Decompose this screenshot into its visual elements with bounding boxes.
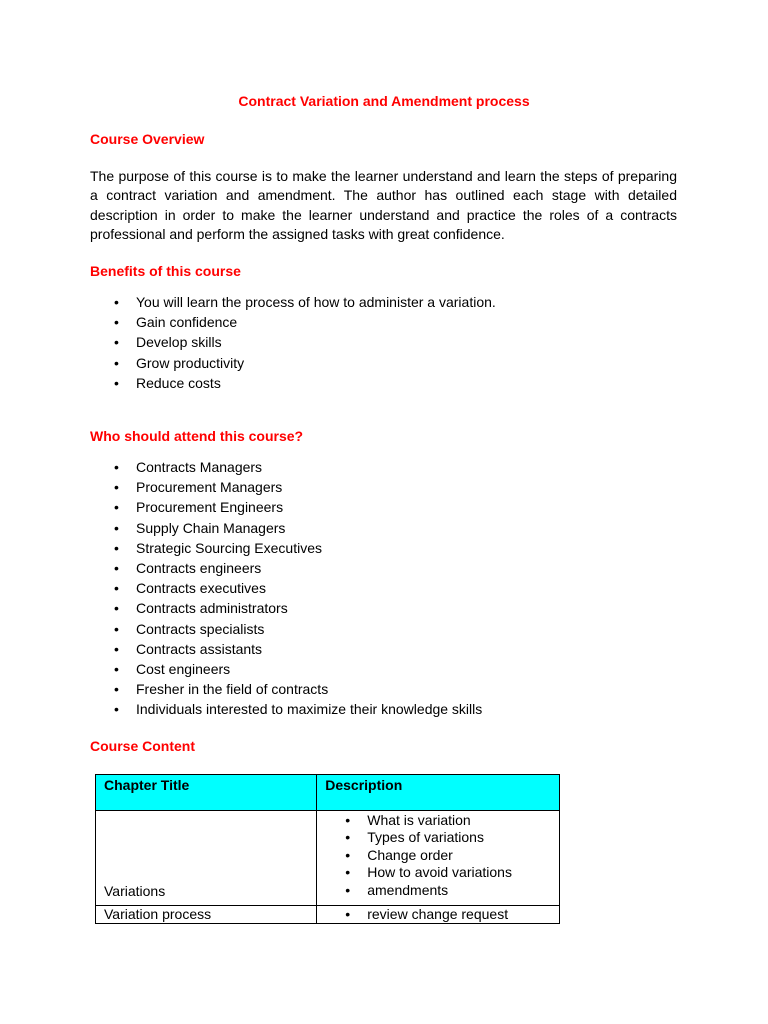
list-item: • Procurement Engineers [0, 497, 482, 517]
benefits-list [0, 292, 496, 393]
course-content-table [95, 774, 560, 924]
list-item: • Fresher in the field of contracts [0, 679, 482, 699]
column-header-description: Description [317, 775, 560, 811]
table-header-row [96, 775, 560, 811]
list-item: • Grow productivity [0, 353, 496, 373]
list-item: • amendments [317, 882, 559, 899]
benefits-heading: Benefits of this course [90, 263, 241, 279]
chapter-cell: Variation process [96, 905, 317, 923]
list-item: • Strategic Sourcing Executives [0, 538, 482, 558]
list-item: • Supply Chain Managers [0, 518, 482, 538]
list-item: • Contracts Managers [0, 457, 482, 477]
list-item: • Develop skills [0, 332, 496, 352]
audience-heading: Who should attend this course? [90, 428, 304, 444]
list-item: • Reduce costs [0, 373, 496, 393]
description-cell [317, 905, 560, 923]
list-item: • Contracts specialists [0, 619, 482, 639]
list-item: • review change request [317, 906, 559, 923]
description-list [317, 906, 559, 923]
overview-paragraph: The purpose of this course is to make the learner understand and learn the steps of preparing a contract variation and amendment. The author has outlined each stage with detailed description in order to make the learner understand and practice the roles of a contracts professional and perform the assigned tasks with great confidence. [90, 168, 677, 242]
list-item: • What is variation [317, 812, 559, 829]
table-row [96, 811, 560, 906]
list-item: • Contracts engineers [0, 558, 482, 578]
list-item: • Procurement Managers [0, 477, 482, 497]
chapter-cell: Variations [96, 811, 317, 906]
list-item: • How to avoid variations [317, 864, 559, 881]
column-header-chapter: Chapter Title [96, 775, 317, 811]
list-item: • Change order [317, 847, 559, 864]
content-heading: Course Content [90, 738, 195, 754]
list-item: • Gain confidence [0, 312, 496, 332]
list-item: • You will learn the process of how to administer a variation. [0, 292, 496, 312]
overview-heading: Course Overview [90, 131, 205, 147]
document-title: Contract Variation and Amendment process [238, 93, 530, 109]
audience-list [0, 457, 482, 719]
list-item: • Contracts assistants [0, 639, 482, 659]
list-item: • Individuals interested to maximize their knowledge skills [0, 699, 482, 719]
list-item: • Cost engineers [0, 659, 482, 679]
list-item: • Types of variations [317, 829, 559, 846]
description-list [317, 812, 559, 899]
table-row [96, 905, 560, 923]
list-item: • Contracts executives [0, 578, 482, 598]
list-item: • Contracts administrators [0, 598, 482, 618]
description-cell [317, 811, 560, 906]
